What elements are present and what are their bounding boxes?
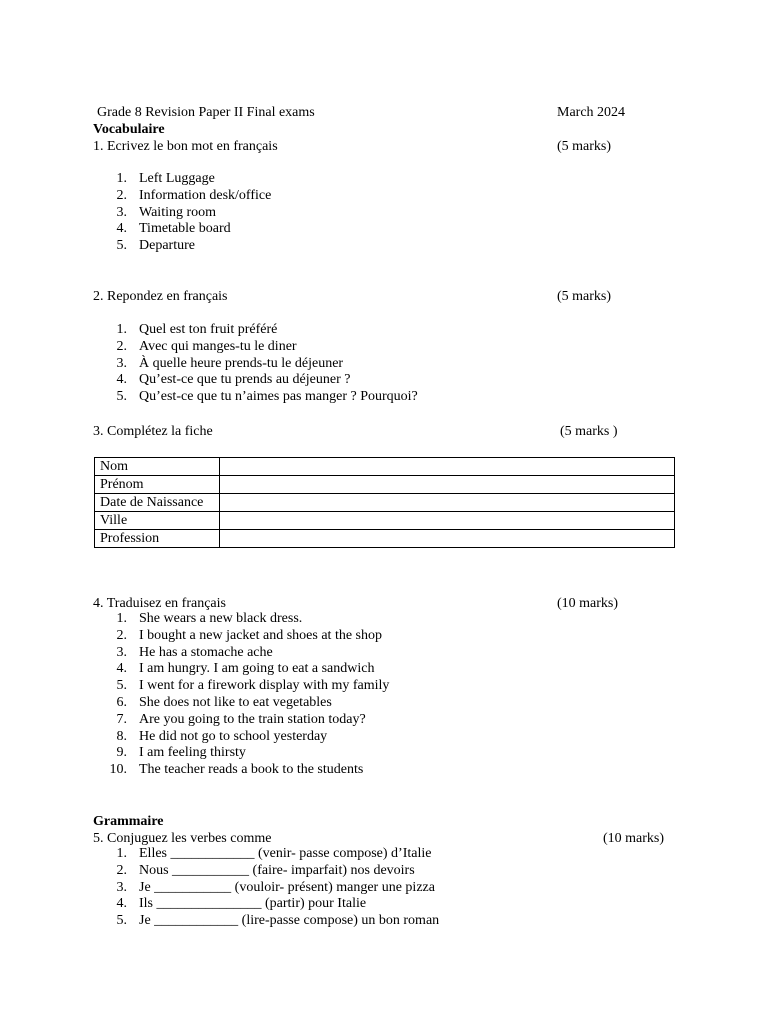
list-item-number: 5. xyxy=(116,913,127,929)
list-item-text: Je ____________ (lire-passe compose) un bon roman xyxy=(139,913,440,929)
list-item xyxy=(100,238,259,255)
list-item-text: Are you going to the train station today? xyxy=(139,711,366,727)
list-item-number: 3. xyxy=(116,355,127,371)
list-item xyxy=(100,913,440,930)
fiche-row-date-de-naissance xyxy=(95,494,675,512)
list-item xyxy=(100,762,377,779)
list-item xyxy=(100,879,435,897)
fiche-row-prenom xyxy=(95,476,675,494)
question-4-title: 4. Traduisez en français xyxy=(93,596,226,611)
fiche-answer-cell xyxy=(220,476,675,494)
list-item-number: 3. xyxy=(116,879,127,895)
question-5-title: 5. Conjuguez les verbes comme xyxy=(93,831,272,846)
list-item-text: She wears a new black dress. xyxy=(139,611,303,626)
question-4-marks: (10 marks) xyxy=(557,596,619,611)
list-item-number: 1. xyxy=(116,846,127,861)
list-item-text: Left Luggage xyxy=(139,171,215,186)
list-item xyxy=(100,678,390,695)
list-item xyxy=(100,896,427,913)
list-item xyxy=(100,389,418,406)
list-item-number: 2. xyxy=(116,338,127,354)
list-item-number: 3. xyxy=(116,204,127,220)
paper-date: March 2024 xyxy=(557,105,626,120)
list-item-text: Departure xyxy=(139,238,195,254)
list-item-text: I am feeling thirsty xyxy=(139,745,246,761)
fiche-table xyxy=(94,457,675,548)
list-item-text: He did not go to school yesterday xyxy=(139,728,328,744)
list-item-text: Elles ____________ (venir- passe compose) d’Italie xyxy=(139,846,432,861)
fiche-answer-cell xyxy=(220,512,675,530)
list-item-number: 10. xyxy=(109,762,127,778)
list-item-number: 5. xyxy=(116,238,127,254)
question-2-title: 2. Repondez en français xyxy=(93,289,228,304)
list-item-number: 2. xyxy=(116,862,127,878)
list-item-text: Nous ___________ (faire- imparfait) nos devoirs xyxy=(139,862,415,878)
list-item xyxy=(100,611,377,628)
fiche-label: Nom xyxy=(95,458,220,476)
question-5-marks: (10 marks) xyxy=(603,831,665,846)
list-item xyxy=(100,221,259,238)
list-item-text: I bought a new jacket and shoes at the shop xyxy=(139,627,382,643)
list-item-number: 2. xyxy=(116,187,127,203)
list-item-number: 4. xyxy=(116,896,127,912)
fiche-answer-cell xyxy=(220,458,675,476)
list-item xyxy=(100,863,427,880)
fiche-label: Prénom xyxy=(95,476,220,494)
list-item-number: 7. xyxy=(116,711,127,727)
list-item xyxy=(100,322,406,339)
list-item xyxy=(100,356,406,373)
question-4-list xyxy=(100,611,390,779)
list-item xyxy=(100,627,382,645)
list-item-text: I am hungry. I am going to eat a sandwich xyxy=(139,661,375,677)
question-5-list xyxy=(100,846,440,930)
list-item-text: À quelle heure prends-tu le déjeuner xyxy=(139,355,344,371)
list-item xyxy=(100,729,377,746)
fiche-label: Ville xyxy=(95,512,220,530)
list-item-number: 5. xyxy=(116,678,127,694)
list-item-number: 8. xyxy=(116,728,127,744)
list-item xyxy=(100,846,432,863)
list-item-number: 1. xyxy=(116,322,127,337)
list-item-text: She does not like to eat vegetables xyxy=(139,694,332,710)
section-heading-vocabulaire: Vocabulaire xyxy=(93,122,165,137)
question-1-list xyxy=(100,171,272,255)
list-item xyxy=(100,645,377,662)
fiche-row-profession xyxy=(95,530,675,548)
list-item-text: Ils _______________ (partir) pour Italie xyxy=(139,896,367,912)
list-item-text: The teacher reads a book to the students xyxy=(139,762,364,778)
paper-title: Grade 8 Revision Paper II Final exams xyxy=(97,105,315,120)
list-item xyxy=(100,171,259,188)
question-3-title: 3. Complétez la fiche xyxy=(93,424,213,439)
list-item-number: 5. xyxy=(116,389,127,405)
list-item xyxy=(100,712,377,729)
fiche-answer-cell xyxy=(220,530,675,548)
list-item xyxy=(100,187,272,205)
fiche-answer-cell xyxy=(220,494,675,512)
list-item-text: Qu’est-ce que tu n’aimes pas manger ? Pourquoi? xyxy=(139,389,418,405)
list-item-number: 6. xyxy=(116,694,127,710)
list-item-number: 4. xyxy=(116,221,127,237)
list-item xyxy=(100,661,377,678)
list-item-text: Waiting room xyxy=(139,204,217,220)
list-item xyxy=(100,695,377,712)
fiche-label: Date de Naissance xyxy=(95,494,220,512)
list-item-text: Avec qui manges-tu le diner xyxy=(139,338,297,354)
list-item-text: He has a stomache ache xyxy=(139,644,273,660)
list-item-number: 4. xyxy=(116,661,127,677)
list-item xyxy=(100,205,259,222)
question-1-title: 1. Ecrivez le bon mot en français xyxy=(93,139,278,154)
list-item-text: Qu’est-ce que tu prends au déjeuner ? xyxy=(139,372,351,388)
list-item-number: 9. xyxy=(116,745,127,761)
question-3-marks: (5 marks ) xyxy=(560,424,618,439)
list-item-number: 2. xyxy=(116,627,127,643)
fiche-row-nom xyxy=(95,458,675,476)
list-item-number: 1. xyxy=(116,611,127,626)
fiche-label: Profession xyxy=(95,530,220,548)
fiche-row-ville xyxy=(95,512,675,530)
question-2-marks: (5 marks) xyxy=(557,289,612,304)
list-item xyxy=(100,339,406,356)
list-item-text: I went for a firework display with my family xyxy=(139,678,390,694)
question-1-marks: (5 marks) xyxy=(557,139,612,154)
section-heading-grammaire: Grammaire xyxy=(93,814,164,829)
list-item xyxy=(100,745,377,762)
list-item-text: Quel est ton fruit préféré xyxy=(139,322,278,337)
question-2-list xyxy=(100,322,418,406)
list-item-text: Timetable board xyxy=(139,221,231,237)
list-item-number: 1. xyxy=(116,171,127,186)
list-item-text: Information desk/office xyxy=(139,187,272,203)
list-item-number: 4. xyxy=(116,372,127,388)
list-item-number: 3. xyxy=(116,644,127,660)
list-item xyxy=(100,372,406,389)
list-item-text: Je ___________ (vouloir- présent) manger une pizza xyxy=(139,879,435,895)
